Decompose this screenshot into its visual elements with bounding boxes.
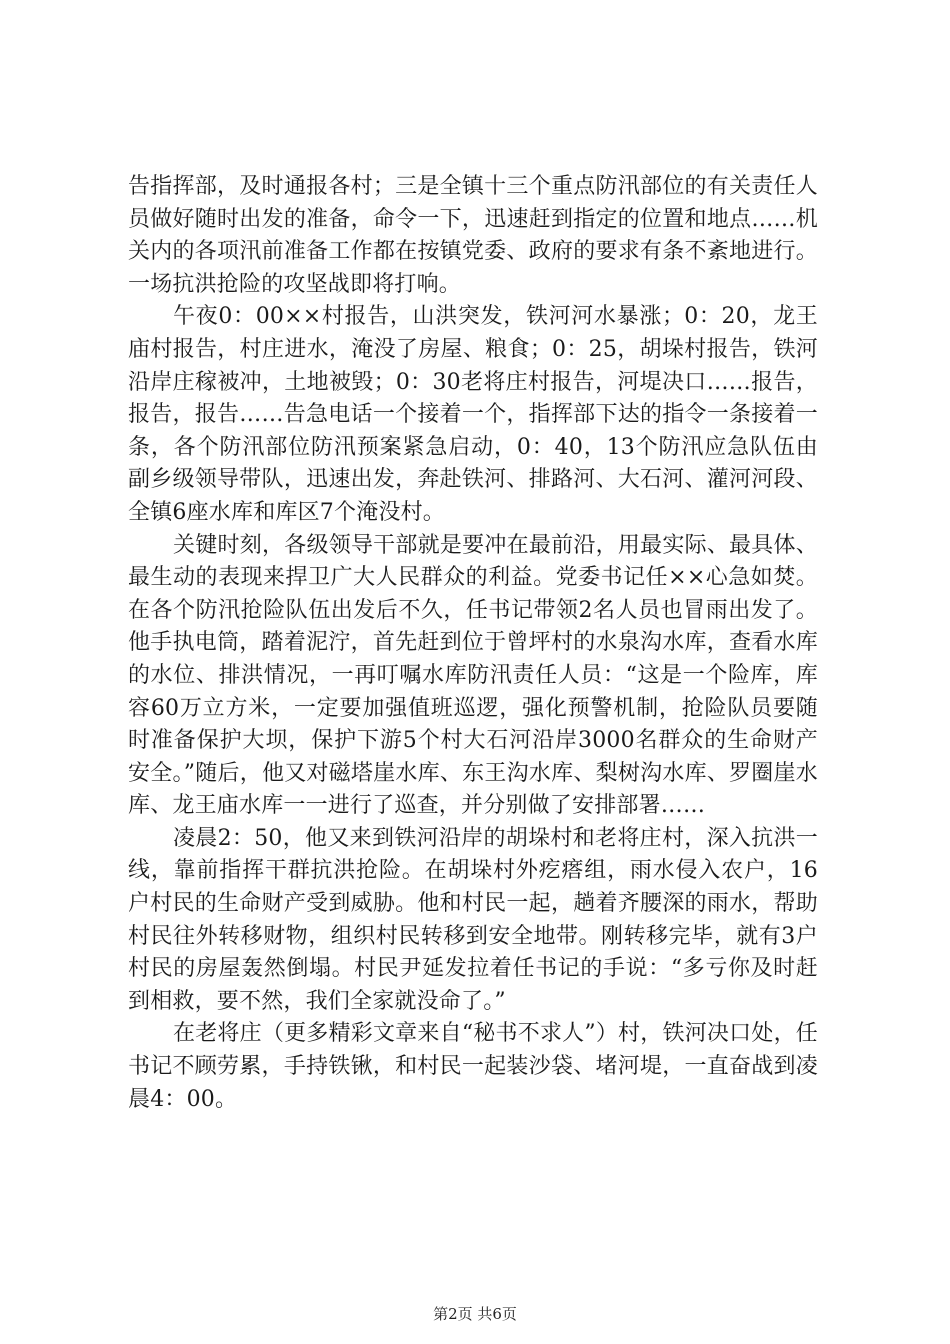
paragraph-continuation: 告指挥部，及时通报各村；三是全镇十三个重点防汛部位的有关责任人员做好随时出发的准备，命令一下，迅速赶到指定的位置和地点……机关内的各项汛前准备工作都在按镇党委、政府的要求有条不紊地进行。一场抗洪抢险的攻坚战即将打响。 [128,174,818,297]
paragraph-laojiangzhuang: 在老将庄（更多精彩文章来自“秘书不求人”）村，铁河决口处，任书记不顾劳累，手持铁锹，和村民一起装沙袋、堵河堤，一直奋战到凌晨4：00。 [128,1021,818,1112]
paragraph-midnight-reports: 午夜0：00××村报告，山洪突发，铁河河水暴涨；0：20，龙王庙村报告，村庄进水，淹没了房屋、粮食；0：25，胡垛村报告，铁河沿岸庄稼被冲，土地被毁；0：30老将庄村报告，河堤决口……报告，报告，报告……告急电话一个接着一个，指挥部下达的指令一条接着一条，各个防汛部位防汛预案紧急启动，0：40，13个防汛应急队伍由副乡级领导带队，迅速出发，奔赴铁河、排路河、大石河、灌河河段、全镇6座水库和库区7个淹没村。 [128,304,818,525]
paragraph-early-morning: 凌晨2：50，他又来到铁河沿岸的胡垛村和老将庄村，深入抗洪一线，靠前指挥干群抗洪抢险。在胡垛村外疙瘩组，雨水侵入农户，16户村民的生命财产受到威胁。他和村民一起，趟着齐腰深的雨水，帮助村民往外转移财物，组织村民转移到安全地带。刚转移完毕，就有3户村民的房屋轰然倒塌。村民尹延发拉着任书记的手说：“多亏你及时赶到相救，要不然，我们全家就没命了。” [128,825,818,1014]
page-number-footer: 第2页 共6页 [433,1305,517,1323]
paragraph-party-secretary: 关键时刻，各级领导干部就是要冲在最前沿，用最实际、最具体、最生动的表现来捍卫广大人民群众的利益。党委书记任××心急如焚。在各个防汛抢险队伍出发后不久，任书记带领2名人员也冒雨出发了。他手执电筒，踏着泥泞，首先赶到位于曾坪村的水泉沟水库，查看水库的水位、排洪情况，一再叮嘱水库防汛责任人员：“这是一个险库，库容60万立方米，一定要加强值班巡逻，强化预警机制，抢险队员要随时准备保护大坝，保护下游5个村大石河沿岸3000名群众的生命财产安全。”随后，他又对磁塔崖水库、东王沟水库、梨树沟水库、罗圈崖水库、龙王庙水库一一进行了巡查，并分别做了安排部署…… [128,532,818,819]
document-body [128,171,818,1116]
